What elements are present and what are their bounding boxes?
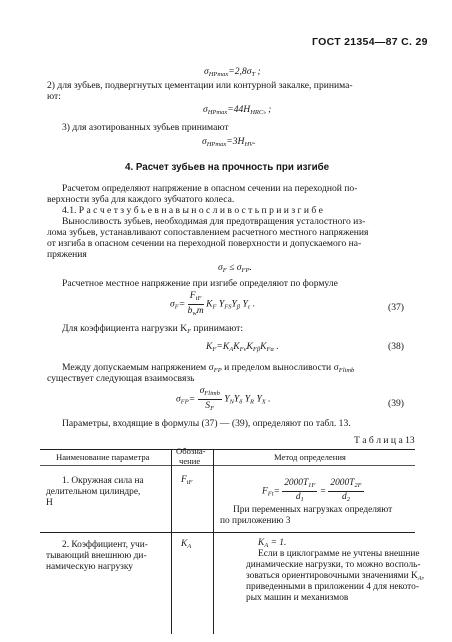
equation-39: $\sigma_{FP}=$ $\frac{\sigma_{Flimb}}{S_F}$ $Y_NY_\delta$ $Y_R$ $Y_X$ . <box>176 385 271 412</box>
row2-symbol-main: K <box>181 539 188 549</box>
eq39-r3s: R <box>250 398 255 406</box>
row1-method-line1: При переменных нагрузках определяют <box>233 505 393 515</box>
eq38-k4: K <box>260 341 267 352</box>
eq39-r3: Y <box>244 393 251 405</box>
eq38-k2-sub: Fv <box>239 346 247 353</box>
equation-39-number: (39) <box>388 398 404 409</box>
note-3: 3) для азотированных зубьев принимают <box>62 122 229 133</box>
f2-lhs-sub: HPmax <box>207 109 228 116</box>
eq37-y2-sub: β <box>236 303 241 311</box>
p6a-text: Между допускаемым напряжением σ <box>62 362 214 373</box>
paragraph-1b: верхности зуба для каждого зубчатого колеса. <box>47 194 235 205</box>
row1-eq-lhs-sub: Ft <box>267 490 274 498</box>
f1-lhs: σ <box>204 66 209 77</box>
row1-name-line3: Н <box>46 498 53 508</box>
cond-end: . <box>249 262 252 273</box>
eq39-num-sub: Flimb <box>204 390 220 397</box>
eq38-k3: K <box>246 341 253 352</box>
eq37-num-sub: tF <box>195 295 202 302</box>
row1-symbol-sub: tF <box>186 479 193 486</box>
f3-lhs-sub: HPmax <box>206 141 227 148</box>
formula-hpmax-1 <box>204 66 261 81</box>
eq37-lhs-sub: F <box>174 303 179 311</box>
row2-name-line3: намическую нагрузку <box>46 562 133 572</box>
eq38-rhs-sub: A <box>229 346 234 353</box>
row2-eq-rhs: = 1. <box>268 538 287 548</box>
p6a-mid: и пределом выносливости σ <box>221 362 339 373</box>
eq39-r2s: δ <box>239 398 243 406</box>
eq37-num: F <box>189 290 196 301</box>
eq38-k: K <box>206 341 213 352</box>
eq39-y: Y <box>224 393 230 405</box>
eq37-end: . <box>252 298 256 310</box>
note-2-cont: ют: <box>47 91 61 102</box>
formula-hpmax-2 <box>203 104 271 119</box>
eq38-k3-sub: Fβ <box>252 346 261 353</box>
row2-method-line3-sub: A <box>417 575 422 582</box>
row1-method-equation: $F_{Ft}=$ $\frac{2000T_{1F}}{d_1}$ = $\frac{2000T_{2F}}{d_2}$ <box>262 478 362 503</box>
eq37-y3-sub: ε <box>247 303 251 311</box>
row1-eq-num1-sub: 1F <box>308 482 316 489</box>
row2-symbol-sub: A <box>187 543 192 550</box>
row1-name-line2: делительном цилиндре, <box>46 487 141 497</box>
row2-method-line2: динамические нагрузки, то можно восполь- <box>246 560 421 570</box>
eq38-k-sub: F <box>212 346 217 353</box>
f3-end: . <box>253 136 256 147</box>
row2-eq-k: K <box>258 538 265 548</box>
paragraph-6b: существует следующая взаимосвязь <box>47 373 195 384</box>
paragraph-1: Расчетом определяют напряжение в опасном сечении на переходной по- <box>62 183 358 194</box>
note-2: 2) для зубьев, подвергнутых цементации или контурной закалке, принима- <box>47 80 353 91</box>
row1-eq-num2-sub: 2F <box>354 482 362 489</box>
formula-hpmax-3 <box>202 136 256 151</box>
cond-a-sub: F <box>222 267 227 274</box>
eq39-r4: Y <box>256 393 262 405</box>
col-header-symbol-1: Обозна- <box>176 446 206 456</box>
f1-rhs: =2,8σ <box>228 66 252 77</box>
equation-38 <box>206 341 279 356</box>
condition-sigma-f <box>218 262 252 277</box>
eq37-y3: Y <box>242 298 248 310</box>
row1-eq-num2: 2000T <box>330 478 355 488</box>
row1-eq-frac1 <box>282 478 317 505</box>
f2-end: ; <box>268 104 272 115</box>
row2-eq-k-sub: A <box>264 542 269 549</box>
eq39-den-sub: F <box>210 405 215 412</box>
eq39-r1: N <box>229 398 234 406</box>
eq38-end: . <box>276 341 279 352</box>
eq39-den: S <box>205 400 211 411</box>
row1-eq-lhs: F <box>262 486 268 497</box>
eq37-y1-sub: FS <box>224 303 232 311</box>
paragraph-3b: лома зубьев, устанавливают сопоставлением расчетного местного напряжения <box>47 227 369 238</box>
table-row-divider <box>40 532 415 533</box>
equation-37: $\sigma_F=$ $\frac{F_{tF}}{b_wm}$ $K_F$ $Y_{FS}Y_\beta$ $Y_\varepsilon$ . <box>170 290 256 317</box>
row1-eq-den1: d <box>295 492 301 502</box>
eq39-r4s: X <box>261 398 266 406</box>
eq37-y1: Y <box>218 298 225 310</box>
paragraph-3d: пряжения <box>47 249 87 260</box>
table-caption: Т а б л и ц а 13 <box>354 435 415 446</box>
row2-method-line3-text: зоваться ориентировочными значениями K <box>246 571 418 581</box>
row1-eq-den1-sub: 1 <box>300 496 304 503</box>
col-header-name: Наименование параметра <box>56 452 150 462</box>
paragraph-4: Расчетное местное напряжение при изгибе определяют по формуле <box>62 278 338 289</box>
table-header-border <box>40 465 415 466</box>
p5-end: принимают: <box>191 323 244 334</box>
paragraph-5 <box>62 323 243 338</box>
eq38-k2: K <box>233 341 240 352</box>
equation-37-number: (37) <box>388 302 404 313</box>
eq37-den-sub: w <box>192 310 197 317</box>
col-header-symbol-2: чение <box>179 456 201 466</box>
row2-method-line3-end: , <box>421 571 425 581</box>
eq39-fraction <box>198 385 222 414</box>
row1-method-line2: по приложению 3 <box>220 516 291 526</box>
table-top-border <box>40 449 415 450</box>
p6a-sub2: Flimb <box>338 367 355 374</box>
f1-end: ; <box>257 66 261 77</box>
subsection-4-1: 4.1. Р а с ч е т з у б ь е в н а в ы н о с л и в о с т ь п р и и з г и б е <box>62 205 323 216</box>
cond-b-sub: FP <box>241 267 250 274</box>
eq37-den2: m <box>196 305 204 316</box>
row2-method-line1: Если в циклограмме не учтены внешние <box>258 549 420 559</box>
p6a-sub: FP <box>213 367 222 374</box>
cond-op: ≤ σ <box>226 262 242 273</box>
eq37-k-sub: F <box>212 303 217 311</box>
row1-eq-num1: 2000T <box>284 478 309 488</box>
row1-eq-frac2 <box>328 478 363 505</box>
cond-a: σ <box>218 262 223 273</box>
f2-rhs: =44H <box>227 104 251 115</box>
eq39-num: σ <box>199 385 205 396</box>
eq39-lhs-sub: FP <box>180 398 189 406</box>
eq37-y2: Y <box>231 298 237 310</box>
eq39-lhs: σ <box>176 393 181 405</box>
eq37-k: K <box>206 298 213 310</box>
row2-method-line4: приведенными в приложении 4 для некото- <box>246 582 419 592</box>
f3-lhs: σ <box>202 136 207 147</box>
row2-name-line1: 2. Коэффициент, учи- <box>62 540 148 550</box>
eq37-den: b <box>187 305 193 316</box>
row2-symbol <box>181 539 191 553</box>
f3-rhs-sub: HV <box>244 141 254 148</box>
f2-rhs-subsub: э <box>263 110 266 116</box>
page-header: ГОСТ 21354—87 С. 29 <box>312 36 428 48</box>
f3-rhs: =3H <box>226 136 245 147</box>
p5-text: Для коэффициента нагрузки K <box>62 323 188 334</box>
section-title: 4. Расчет зубьев на прочность при изгибе <box>125 162 330 173</box>
eq39-end: . <box>268 393 271 405</box>
row1-name-line1: 1. Окружная сила на <box>62 476 144 486</box>
p5-sub: F <box>187 328 192 335</box>
table-col-divider-1 <box>171 449 172 634</box>
row2-method-line5: рых машин и механизмов <box>246 593 349 603</box>
row1-symbol-main: F <box>181 475 187 485</box>
row1-eq-den2-sub: 2 <box>346 496 350 503</box>
f1-lhs-sub: HPmax <box>208 71 229 78</box>
eq38-rhs: =K <box>216 341 230 352</box>
equation-38-number: (38) <box>388 341 404 352</box>
eq38-k4-sub: Fα <box>266 346 274 353</box>
row1-symbol <box>181 475 193 489</box>
col-header-method: Метод определения <box>274 452 346 462</box>
row1-eq-den2: d <box>342 492 347 502</box>
eq37-fraction <box>188 290 204 319</box>
paragraph-3a: Выносливость зубьев, необходимая для предотвращения усталостного из- <box>62 216 366 227</box>
paragraph-7: Параметры, входящие в формулы (37) — (39), определяют по табл. 13. <box>62 418 351 429</box>
f2-rhs-sub: HRC <box>250 109 264 116</box>
row2-name-line2: тывающий внешнюю ди- <box>46 551 147 561</box>
eq39-r2: Y <box>233 393 240 405</box>
table-col-divider-2 <box>213 449 214 634</box>
eq37-lhs: σ <box>170 298 175 310</box>
paragraph-3c: от изгиба в опасном сечении на переходной поверхности и допускаемого на- <box>47 238 362 249</box>
f2-lhs: σ <box>203 104 208 115</box>
f1-rhs-sub: T <box>251 71 256 78</box>
